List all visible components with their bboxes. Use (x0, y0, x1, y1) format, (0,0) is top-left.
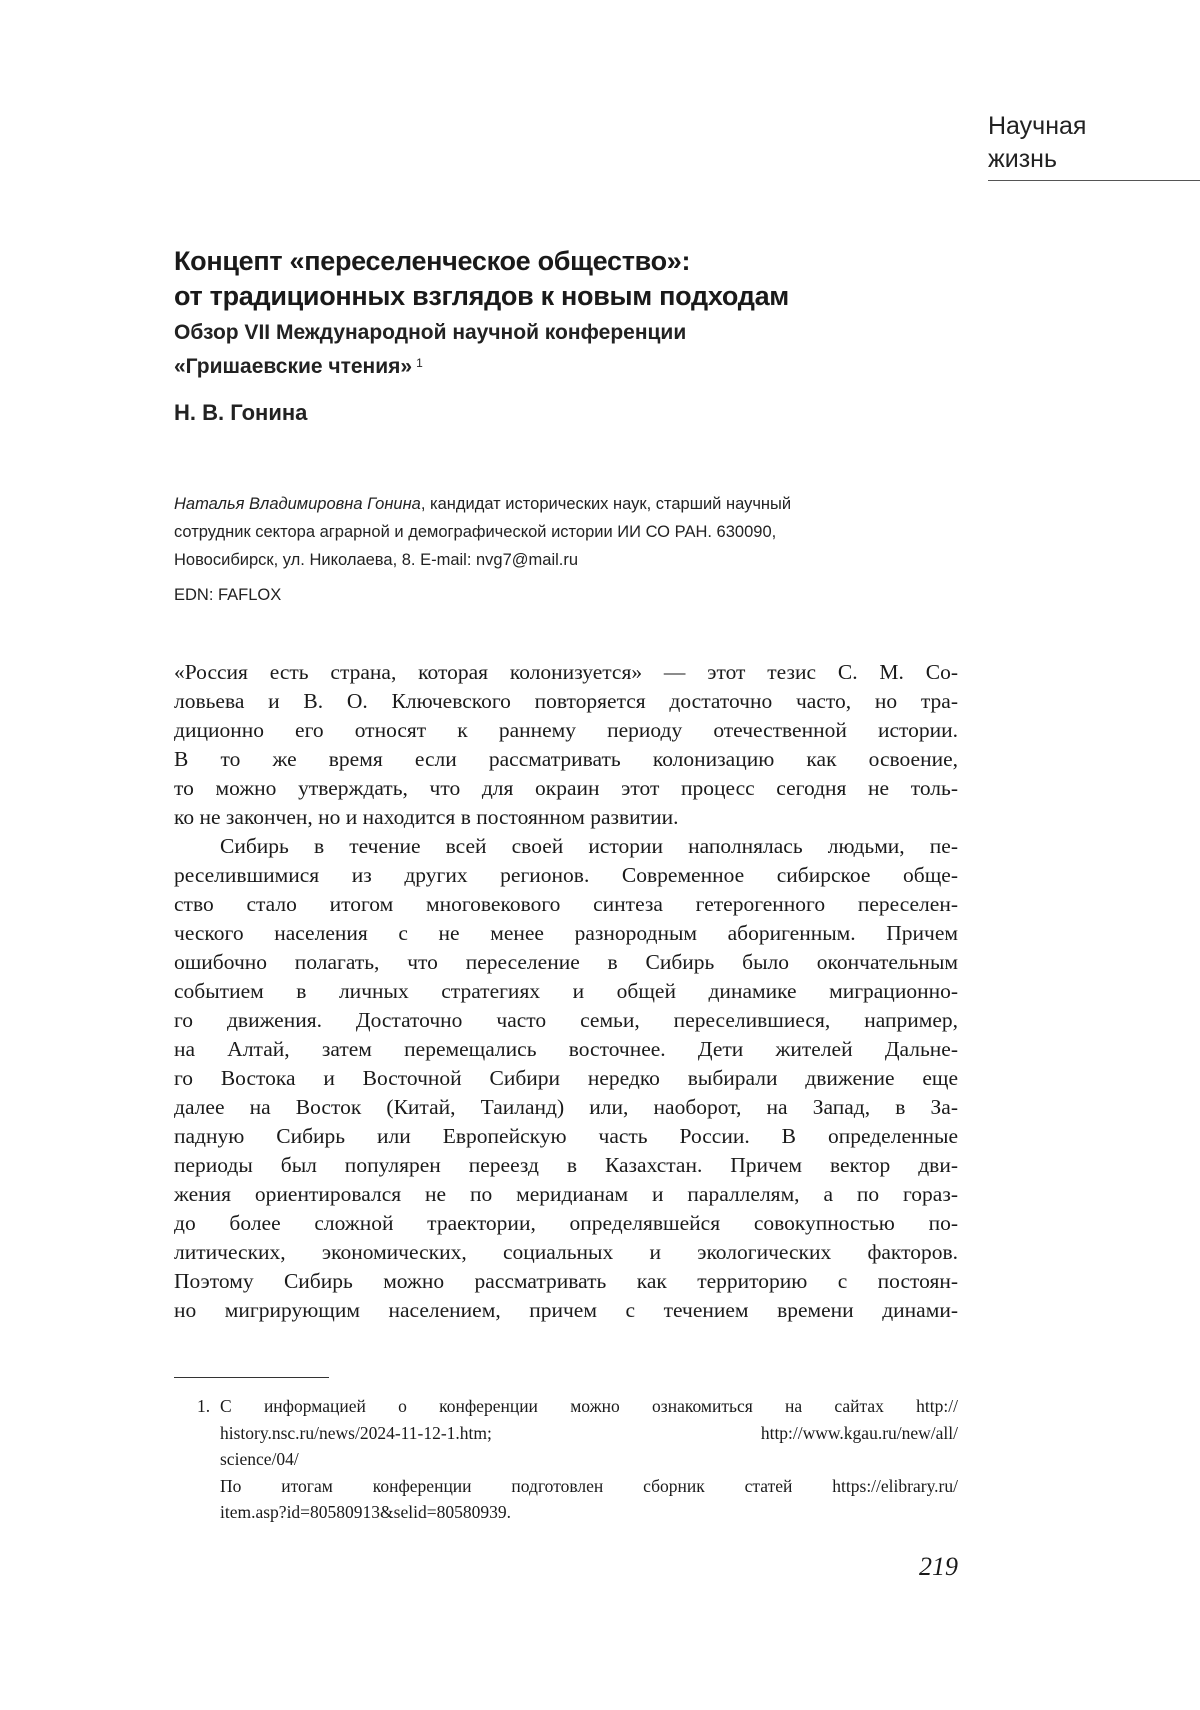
footnote-reference[interactable]: 1 (416, 356, 423, 370)
edn-code: EDN: FAFLOX (174, 586, 282, 604)
page-number: 219 (919, 1552, 958, 1581)
affiliation-text: , кандидат исторических наук, старший научный (420, 495, 792, 513)
text-line: то можно утверждать, что для окраин этот процесс сегодня не толь- (174, 776, 958, 800)
footnote-line: С информацией о конференции можно ознакомиться на сайтах http:// (220, 1396, 958, 1416)
text-line: В то же время если рассматривать колонизацию как освоение, (174, 747, 958, 771)
footnote-divider (174, 1377, 329, 1378)
text-line: падную Сибирь или Европейскую часть России. В определенные (174, 1124, 958, 1148)
text-line: реселившимися из других регионов. Современное сибирское обще- (174, 863, 958, 887)
title-line: Концепт «переселенческое общество»: (174, 246, 691, 276)
text-line: жения ориентировался не по меридианам и параллелям, а по гораз- (174, 1182, 958, 1206)
text-line: го Востока и Восточной Сибири нередко выбирали движение еще (174, 1066, 958, 1090)
text-line: Поэтому Сибирь можно рассматривать как территорию с постоян- (174, 1269, 958, 1293)
article-subtitle (174, 317, 974, 382)
text-line: ко не закончен, но и находится в постоянном развитии. (174, 805, 679, 829)
affiliation-line (174, 490, 964, 518)
text-line: ческого населения с не менее разнородным аборигенным. Причем (174, 921, 958, 945)
affiliation-line: Новосибирск, ул. Николаева, 8. E-mail: nvg7@mail.ru (174, 551, 579, 569)
article-body (174, 658, 958, 1325)
affiliation-line: сотрудник сектора аграрной и демографической истории ИИ СО РАН. 630090, (174, 523, 777, 541)
article-title (174, 244, 974, 314)
text-line: на Алтай, затем перемещались восточнее. Дети жителей Дальне- (174, 1037, 958, 1061)
text-line: событием в личных стратегиях и общей динамике миграционно- (174, 979, 958, 1003)
text-line: периоды был популярен переезд в Казахстан. Причем вектор дви- (174, 1153, 958, 1177)
footnote-line: history.nsc.ru/news/2024-11-12-1.htm; http://www.kgau.ru/new/all/ (220, 1422, 958, 1443)
paragraph-2 (174, 832, 958, 1325)
section-label (988, 110, 1200, 176)
footnote-line: По итогам конференции подготовлен сборник статей https://elibrary.ru/ (220, 1475, 958, 1496)
paragraph-1 (174, 658, 958, 832)
text-line: ловьева и В. О. Ключевского повторяется достаточно часто, но тра- (174, 689, 958, 713)
text-line: далее на Восток (Китай, Таиланд) или, наоборот, на Запад, в За- (174, 1095, 958, 1119)
text-line: «Россия есть страна, которая колонизуется» — этот тезис С. М. Со- (174, 660, 958, 684)
footnote-text (220, 1393, 958, 1526)
text-line: ошибочно полагать, что переселение в Сибирь было окончательным (174, 950, 958, 974)
author-name: Н. В. Гонина (174, 400, 308, 425)
text-line: до более сложной траектории, определявшейся совокупностью по- (174, 1211, 958, 1235)
text-line: но мигрирующим населением, причем с течением времени динами- (174, 1298, 958, 1322)
subtitle-line: Обзор VII Международной научной конференции (174, 321, 687, 344)
section-label-line1: Научная (988, 112, 1087, 140)
text-line: ство стало итогом многовекового синтеза гетерогенного переселен- (174, 892, 958, 916)
footnote (197, 1393, 958, 1526)
subtitle-text: «Гришаевские чтения» (174, 355, 413, 378)
section-label-line2: жизнь (988, 145, 1057, 173)
subtitle-line (174, 348, 974, 382)
author-affiliation (174, 490, 964, 574)
text-line: го движения. Достаточно часто семьи, переселившиеся, например, (174, 1008, 958, 1032)
footnote-number: 1. (197, 1396, 211, 1416)
footnote-line: item.asp?id=80580913&selid=80580939. (220, 1502, 511, 1522)
text-line: Сибирь в течение всей своей истории наполнялась людьми, пе- (220, 834, 958, 858)
section-divider (988, 180, 1200, 181)
text-line: литических, экономических, социальных и экологических факторов. (174, 1240, 958, 1264)
footnote-line: science/04/ (220, 1449, 299, 1469)
text-line: диционно его относят к раннему периоду отечественной истории. (174, 718, 958, 742)
title-line: от традиционных взглядов к новым подходам (174, 281, 789, 311)
affiliation-name: Наталья Владимировна Гонина (174, 495, 421, 513)
